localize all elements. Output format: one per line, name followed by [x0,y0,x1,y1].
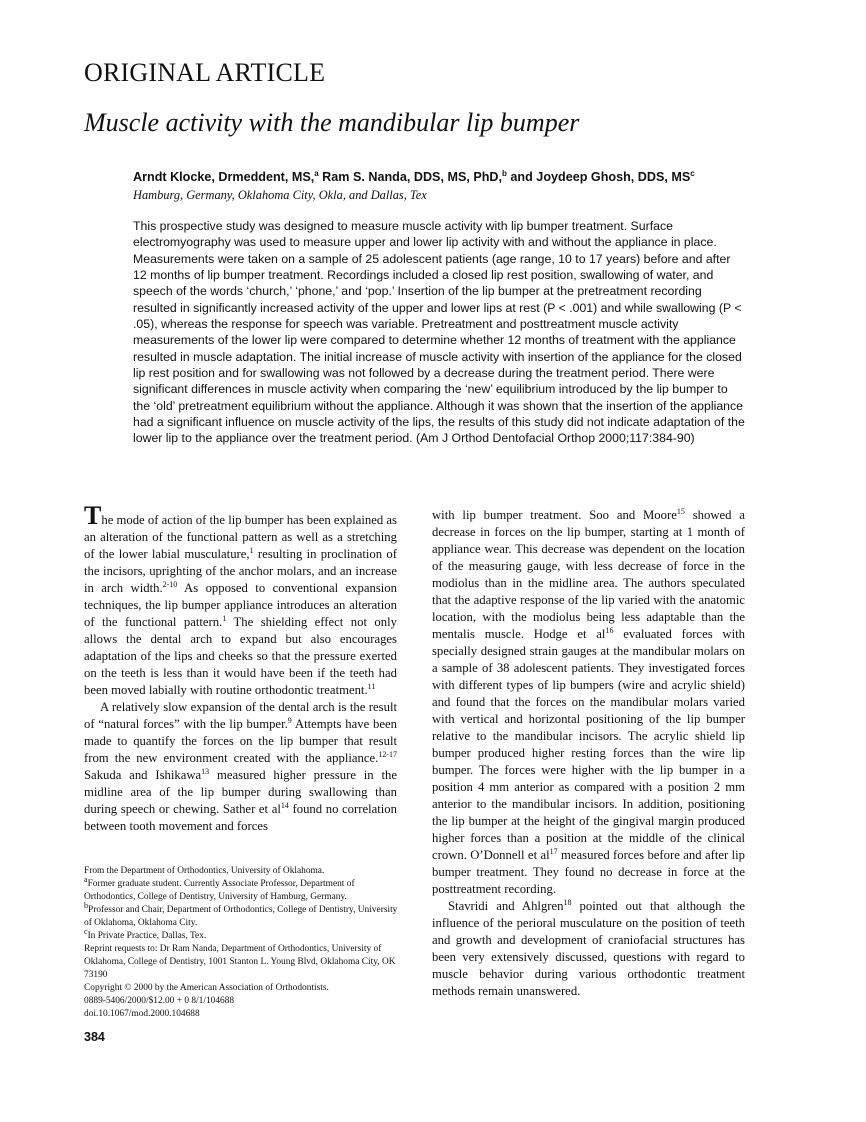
reference-superscript: 2-10 [162,579,178,589]
drop-cap: T [84,501,102,530]
reference-superscript: 17 [549,846,558,856]
right-column [432,507,745,1000]
authors: Arndt Klocke, Drmeddent, MS,$^a$ Ram S. Nanda, DDS, MS, PhD,$^b$ and Joydeep Ghosh, DDS, $MS^c$ [133,168,695,184]
footnote: Copyright © 2000 by the American Association of Orthodontists. [84,983,329,993]
reference-superscript: 13 [201,766,210,776]
paragraph-text: he mode of action of the lip bumper has been explained as an alteration of the functional pattern as well as a stretching of the lower labial musculature,$^1$ resulting in proclination of the incisors, uprighting of the anchor molars, and an increase in arch width.$^{2-10}$ As opposed to conventional expansion techniques, the lip bumper appliance introduces an alteration of the functional pattern.$^1$ The shielding effect not only allows the dental arch to expand but also encourages adaptation of the lips and cheeks so that the pressure exerted on the teeth is less than it would have been if the teeth had been moved labially with routine orthodontic treatment.$^{11}$ [84,513,397,697]
footnote: $^a$Former graduate student. Currently Associate Professor, Department of Orthodontics, College of Dentistry, University of Hamburg, Germany. [84,874,355,902]
reference-superscript: 1 [222,613,227,623]
reference-superscript: 15 [676,506,685,516]
article-title: Muscle activity with the mandibular lip bumper [84,108,580,137]
footnote: 0889-5406/2000/$12.00 + 0 8/1/104688 [84,996,235,1006]
reference-superscript: a [314,168,319,178]
reference-superscript: 1 [249,545,254,555]
reference-superscript: 16 [605,625,614,635]
footnotes [84,865,398,1021]
footnote: doi.10.1067/mod.2000.104688 [84,1009,200,1019]
body-paragraph: Stavridi and Ahlgren$^{18}$ pointed out that although the influence of the perioral musculature on the position of teeth and growth and development of craniofacial structures has been very extensively discussed, questions with regard to muscle behavior during various orthodontic treatment methods remain unanswered. [432,897,745,998]
body-paragraph: A relatively slow expansion of the dental arch is the result of “natural forces” with the lip bumper.$^9$ Attempts have been made to quantify the forces on the lip bumper that result from the new environment created with the appliance.$^{12-17}$ Sakuda and Ishikawa$^{13}$ measured higher pressure in the midline area of the lip bumper during swallowing than during speech or chewing. Sather et $al^{14}$ found no correlation between tooth movement and forces [84,700,397,833]
reference-superscript: 14 [280,800,289,810]
reference-superscript: a [84,874,88,884]
reference-superscript: c [690,168,695,178]
reference-superscript: 9 [287,715,292,725]
author-locations: Hamburg, Germany, Oklahoma City, Okla, and Dallas, Tex [133,188,427,202]
footnote: $^c$In Private Practice, Dallas, Tex. [84,926,207,941]
reference-superscript: b [84,900,88,910]
reference-superscript: 12-17 [378,749,397,759]
reference-superscript: 18 [563,897,572,907]
left-column [84,501,397,835]
reference-superscript: 11 [367,681,376,691]
page-number: 384 [84,1030,105,1044]
footnote: $^b$Professor and Chair, Department of Orthodontics, College of Dentistry, University of Oklahoma, Oklahoma City. [84,900,398,928]
footnote: From the Department of Orthodontics, University of Oklahoma. [84,866,325,876]
reference-superscript: b [502,168,507,178]
body-paragraph [84,501,397,699]
footnote: Reprint requests to: Dr Ram Nanda, Department of Orthodontics, University of Oklahoma, College of Dentistry, 1001 Stanton L. Young Blvd, Oklahoma City, OK 73190 [84,944,396,980]
abstract: This prospective study was designed to measure muscle activity with lip bumper treatment. Surface electromyography was used to measure upper and lower lip activity with and without the appliance in place. Measurements were taken on a sample of 25 adolescent patients (age range, 10 to 17 years) before and after 12 months of lip bumper treatment. Recordings included a closed lip rest position, swallowing of water, and speech of the words ‘church,’ ‘phone,’ and ‘pop.’ Insertion of the lip bumper at the pretreatment recording resulted in significantly increased activity of the upper and lower lips at rest (P < .001) and while swallowing (P < .05), whereas the response for speech was variable. Pretreatment and posttreatment muscle activity measurements of the lower lip were compared to determine whether 12 months of treatment with the appliance resulted in muscle adaptation. The initial increase of muscle activity with insertion of the appliance for the closed lip rest position and for swallowing was not followed by a decrease during the treatment period. There were significant differences in muscle activity when comparing the ‘new’ equilibrium introduced by the lip bumper to the ‘old’ pretreatment equilibrium without the appliance. Although it was shown that the insertion of the appliance had a significant influence on muscle activity of the lips, the results of this study did not indicate adaptation of the lower lip to the appliance over the treatment period. (Am J Orthod Dentofacial Orthop 2000;117:384-90) [133,219,745,446]
body-paragraph: with lip bumper treatment. Soo and Moore$^{15}$ showed a decrease in forces on the lip bumper, starting at 1 month of appliance wear. This decrease was dependent on the location of the measuring gauge, with less decrease of force in the modiolus than in the midline area. The authors speculated that the adaptive response of the lip varied with the anatomic location, with the modiolus being less adaptable than the mentalis muscle. Hodge et $al^{16}$ evaluated forces with specially designed strain gauges at the mandibular molars on a sample of 38 adolescent patients. They investigated forces with different types of lip bumpers (wire and acrylic shield) and found that the forces on the mandibular molars varied with vertical and horizontal positioning of the lip bumper relative to the mandibular incisors. The acrylic shield lip bumper produced higher resting forces than the wire lip bumper. The forces were higher with the lip bumper in a position 4 mm anterior as compared with a position 2 mm anterior to the mandibular incisors. In addition, positioning the lip bumper at the height of the gingival margin produced higher forces than a position at the middle of the clinical crown. O’Donnell et $al^{17}$ measured forces before and after lip bumper treatment. They found no decrease in force at the posttreatment recording. [432,506,745,896]
article-type: ORIGINAL ARTICLE [84,58,326,87]
reference-superscript: c [84,926,88,936]
